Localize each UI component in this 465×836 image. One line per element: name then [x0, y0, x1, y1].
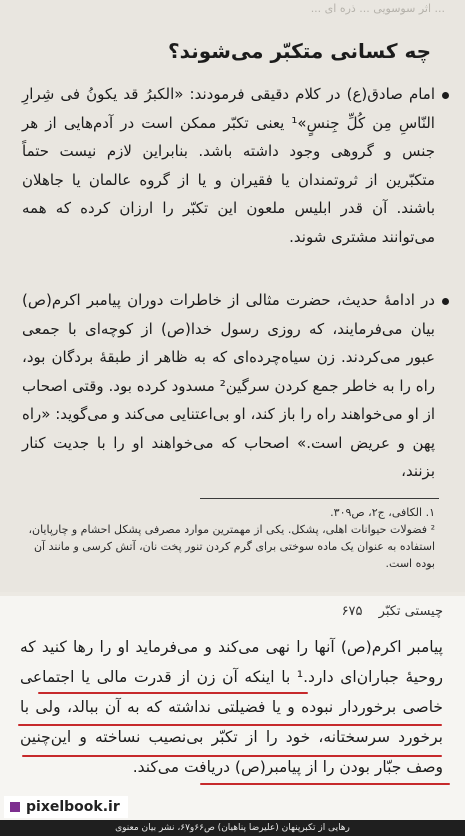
section-heading: چه کسانی متکبّر می‌شوند؟: [168, 39, 431, 63]
paragraph-1-text: امام صادق(ع) در کلام دقیقی فرمودند: «الکبرُ قد یکونُ فی شِرارِ النّاسِ مِن کُلِّ جِنسٍ»¹ یعنی تکبّر ممکن است در آدم‌هایی از هر جنس و گروهی وجود داشته باشد. بنابراین لازم نیست حتماً متکبّرین از ثروتمندان یا فقیران و یا از گروه عالمان یا جاهلان باشند. آن قدر ابلیس ملعون این تکبّر را ارزان کرده که همه می‌توانند مشتری شوند.: [22, 85, 435, 246]
paragraph-3: پیامبر اکرم(ص) آنها را نهی می‌کند و می‌فرماید او را رها کنید که روحیهٔ جباران‌ای دارد.¹ با اینکه آن زن از قدرت مالی یا اجتماعی خاصی برخوردار نبوده و یا فضیلتی نداشته که به آن ببالد، ولی با برخورد سرسختانه، خود را از تکبّر بی‌نصیب نساخته و این‌چنین وصف جبّار بودن را از پیامبر(ص) دریافت می‌کند.: [20, 638, 444, 776]
footnote-1: ۱. الکافی، ج۲، ص۳۰۹.: [330, 506, 435, 519]
paragraph-2: [22, 286, 435, 486]
highlight-underline: [22, 755, 442, 757]
running-header: [342, 604, 443, 619]
footnote-2: ² فضولات حیوانات اهلی، پشکل. یکی از مهمترین موارد مصرفی پشکل احشام و چارپایان، استفاده به عنوان یک ماده سوختی برای گرم کردن تنور پخت نان، آتش کرسی و مانند آن بوده است.: [28, 523, 435, 570]
bullet-dot: [442, 298, 449, 305]
highlight-underline: [18, 724, 442, 726]
header-title: چیستی تکبّر: [378, 604, 443, 619]
footnotes: [24, 504, 435, 572]
watermark-square-icon: [10, 802, 20, 812]
paragraph-2-text: در ادامهٔ حدیث، حضرت مثالی از خاطرات دوران پیامبر اکرم(ص) بیان می‌فرمایند، که روزی رسول خدا(ص) از کوچه‌ای با جمعی عبور می‌کردند. زن سیاه‌چرده‌ای که به ظاهر از طبقهٔ بردگان بود، راه را به خاطر جمع کردن سرگین² مسدود کرده بود. وقتی اصحاب از او می‌خواهند راه را باز کند، او بی‌اعتنایی می‌کند و می‌گوید: «راه پهن و عریض است.» اصحاب که می‌خواهند او را با جدیت کنار بزنند،: [22, 291, 435, 480]
highlight-underline: [38, 692, 308, 694]
page-number: ۶۷۵: [341, 604, 363, 619]
bottom-caption: رهایی از تکبرپنهان (علیرضا پناهیان) ص۶۶و۶۷، نشر بیان معنوی: [0, 820, 465, 836]
footnote-rule: [200, 498, 439, 499]
bleed-through-text: ... اثر سوسویی ... ذره ای ...: [310, 2, 445, 15]
bullet-dot: [442, 92, 449, 99]
paragraph-1: [22, 80, 435, 251]
highlight-underline: [200, 783, 450, 785]
watermark-text: pixelbook.ir: [26, 799, 120, 815]
watermark-badge: [4, 796, 128, 818]
